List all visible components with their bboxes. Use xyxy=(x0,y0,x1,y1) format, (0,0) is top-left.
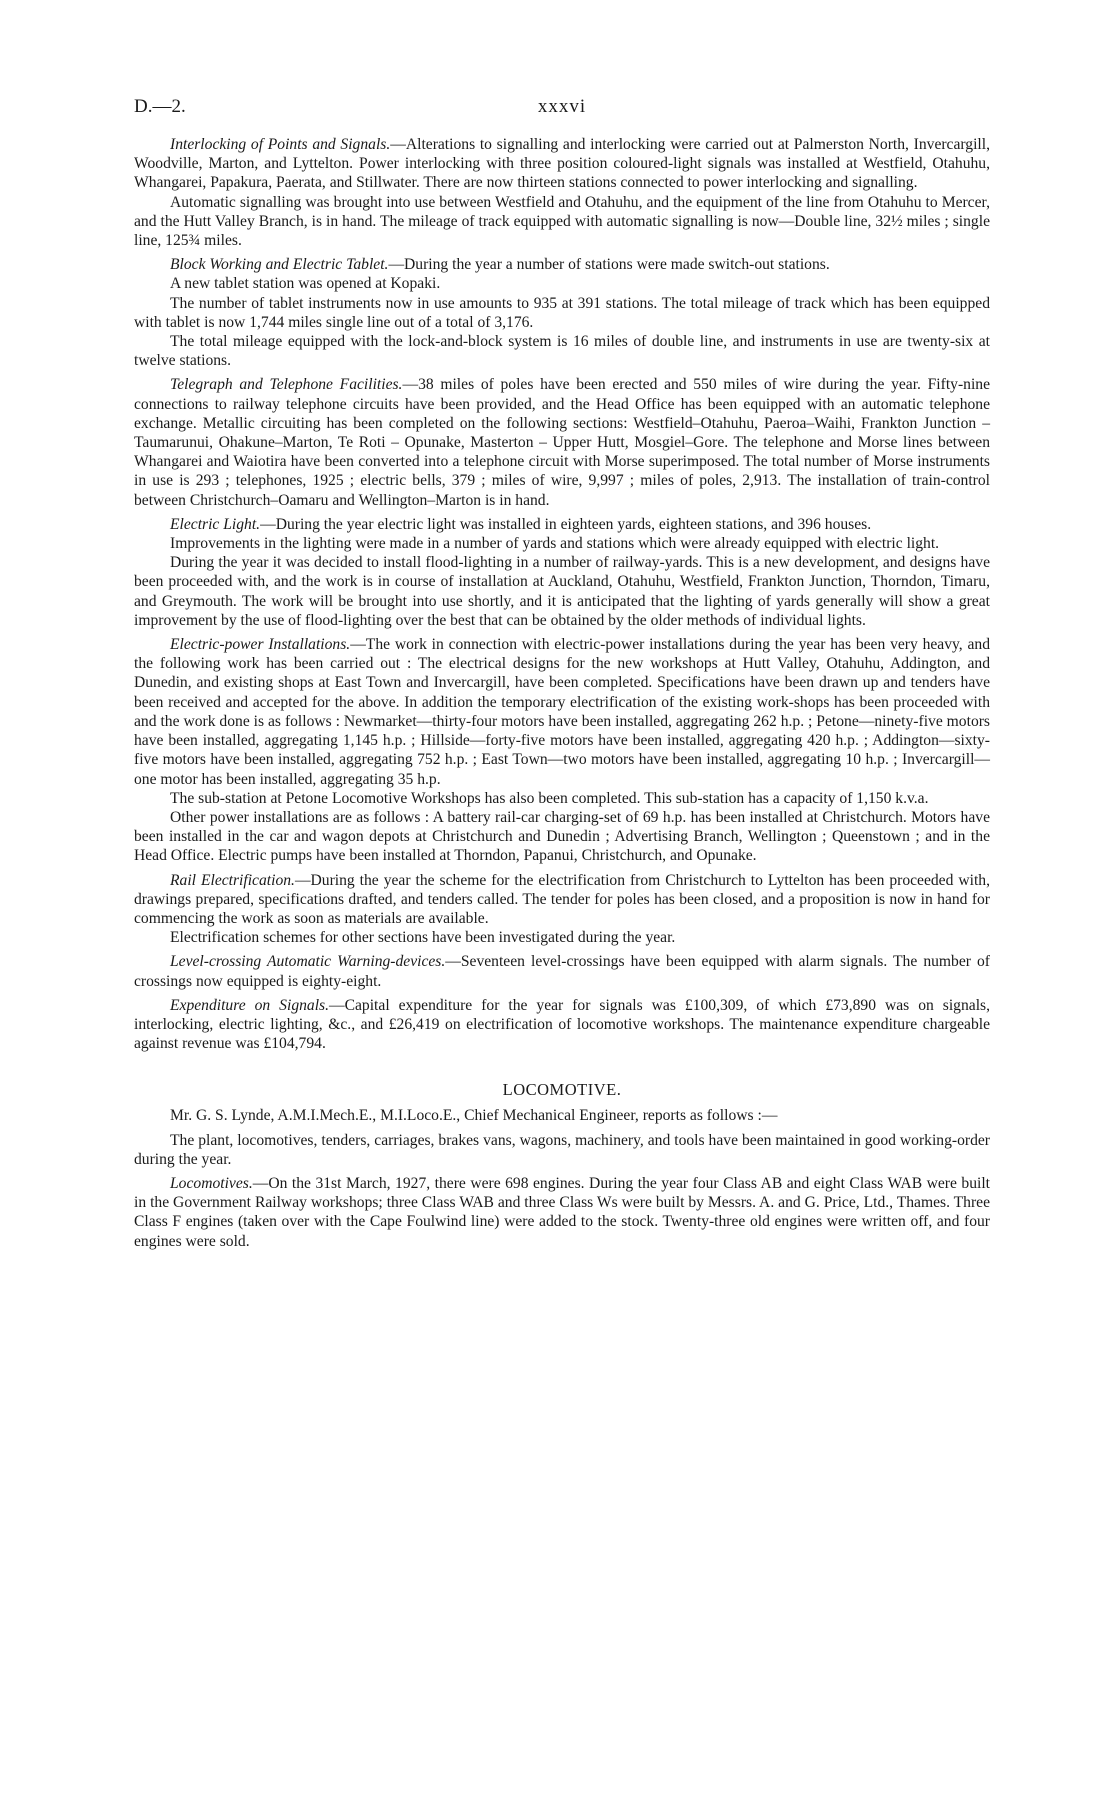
paragraph-text: A new tablet station was opened at Kopaki. xyxy=(170,275,441,293)
paragraph-telegraph-telephone xyxy=(134,375,990,509)
paragraph-text: Other power installations are as follows : A battery rail-car charging-set of 69 h.p. has been installed at Christchurch. Motors have been installed in the car and wagon depots at Christchurch and Dunedin ; Advertising Branch, Wellington ; Queenstown ; and in the Head Office. Electric pumps have been installed at Thorndon, Papanui, Christchurch, and Opunake. xyxy=(134,808,990,865)
page-header xyxy=(134,96,990,130)
paragraph-other-power xyxy=(134,808,990,866)
paragraph-text: Electrification schemes for other sections have been investigated during the year. xyxy=(170,929,676,947)
paragraph-lock-and-block xyxy=(134,332,990,370)
paragraph-expenditure xyxy=(134,996,990,1054)
paragraph-lighting-improvements xyxy=(134,534,990,553)
paragraph-text: —During the year electric light was installed in eighteen yards, eighteen stations, and 396 houses. xyxy=(260,515,872,533)
paragraph-level-crossing xyxy=(134,952,990,990)
paragraph-locomotives xyxy=(134,1174,990,1251)
locomotive-section-title: LOCOMOTIVE. xyxy=(502,1080,622,1100)
paragraph-heading: Electric Light. xyxy=(170,515,261,533)
paragraph-electrification-schemes xyxy=(134,928,990,947)
paragraph-automatic-signalling xyxy=(134,193,990,251)
paragraph-tablet-station xyxy=(134,274,990,293)
paragraph-interlocking xyxy=(134,135,990,193)
paragraph-text: The total mileage equipped with the lock-and-block system is 16 miles of double line, and instruments in use are twenty-six at twelve stations. xyxy=(134,333,990,370)
signals-section xyxy=(134,135,990,1053)
paragraph-heading: Electric-power Installations. xyxy=(170,636,351,654)
paragraph-heading: Locomotives. xyxy=(170,1174,253,1192)
paragraph-heading: Block Working and Electric Tablet. xyxy=(170,256,389,274)
paragraph-block-working xyxy=(134,255,990,274)
paragraph-tablet-instruments xyxy=(134,294,990,332)
paragraph-text: —Seventeen level-crossings have been equipped with alarm signals. The number of crossings now equipped is eighty-eight. xyxy=(134,953,990,990)
paragraph-text: During the year it was decided to install flood-lighting in a number of railway-yards. This is a new development, and designs have been proceeded with, and the work is in course of installation at Auckland, Otahuhu, Westfield, Frankton Junction, Thorndon, Timaru, and Greymouth. The work will be brought into use shortly, and it is anticipated that the lighting of yards generally will show a great improvement by the use of flood-lighting over the best that can be obtained by the older methods of individual lights. xyxy=(134,554,990,629)
paragraph-text: —During the year the scheme for the electrification from Christchurch to Lyttelton has been proceeded with, drawings prepared, specifications drafted, and tenders called. The tender for poles has been closed, and a proposition is now in hand for commencing the work as soon as materials are available. xyxy=(134,871,990,927)
paragraph-rail-electrification xyxy=(134,871,990,929)
paragraph-text: —The work in connection with electric-power installations during the year has been very heavy, and the following work has been carried out : The electrical designs for the new workshops at Hutt Valley, Otahuhu, Addington, and Dunedin, and existing shops at East Town and Invercargill, have been completed. Specifications have been drawn up and tenders have been received and accepted for the above. In addition the temporary electrification of the existing work-shops has been proceeded with and the work done is as follows : Newmarket—thirty-four motors have been installed, aggregating 262 h.p. ; Petone—ninety-five motors have been installed, aggregating 1,145 h.p. ; Hillside—forty-five motors have been installed, aggregating 420 h.p. ; Addington—sixty-five motors have been installed, aggregating 752 h.p. ; East Town—two motors have been installed, aggregating 10 h.p. ; Invercargill—one motor has been installed, aggregating 35 h.p. xyxy=(134,636,990,788)
paragraph-text: —During the year a number of stations were made switch-out stations. xyxy=(388,256,830,274)
paragraph-heading: Interlocking of Points and Signals. xyxy=(170,136,391,153)
paragraph-text: Improvements in the lighting were made in a number of yards and stations which were already equipped with electric light. xyxy=(170,535,940,553)
paragraph-text: —38 miles of poles have been erected and 550 miles of wire during the year. Fifty-nine connections to railway telephone circuits have been provided, and the Head Office has been equipped with an automatic telephone exchange. Metallic circuiting has been completed on the following sections: Westfield–Otahuhu, Paeroa–Waihi, Frankton Junction – Taumarunui, Ohakune–Marton, Te Roti – Opunake, Masterton – Upper Hutt, Mosgiel–Gore. The telephone and Morse lines between Whangarei and Waiotira have been converted into a telephone circuit with Morse superimposed. The total number of Morse instruments in use is 293 ; telephones, 1925 ; electric bells, 379 ; miles of wire, 9,997 ; miles of poles, 2,913. The installation of train-control between Christchurch–Oamaru and Wellington–Marton is in hand. xyxy=(134,376,991,509)
locomotive-section xyxy=(134,1106,990,1250)
paragraph-heading: Rail Electrification. xyxy=(170,871,295,889)
paragraph-text: The sub-station at Petone Locomotive Workshops has also been completed. This sub-station has a capacity of 1,150 k.v.a. xyxy=(170,789,929,807)
paragraph-plant: The plant, locomotives, tenders, carriages, brakes vans, wagons, machinery, and tools have been maintained in good working-order during the year. xyxy=(134,1131,990,1168)
paragraph-heading: Expenditure on Signals. xyxy=(170,996,330,1014)
paragraph-electric-light xyxy=(134,515,990,534)
paragraph-locomotive-intro: Mr. G. S. Lynde, A.M.I.Mech.E., M.I.Loco.E., Chief Mechanical Engineer, reports as follows :— xyxy=(170,1107,778,1125)
paragraph-text: —Alterations to signalling and interlocking were carried out at Palmerston North, Invercargill, Woodville, Marton, and Lyttelton. Power interlocking with three position coloured-light signals was installed at Westfield, Otahuhu, Whangarei, Papakura, Paerata, and Stillwater. There are now thirteen stations connected to power interlocking and signalling. xyxy=(134,136,990,192)
document-code: D.—2. xyxy=(134,96,186,117)
paragraph-sub-station xyxy=(134,789,990,808)
document-page xyxy=(134,96,990,1251)
page-number: xxxvi xyxy=(537,96,587,117)
paragraph-flood-lighting xyxy=(134,553,990,630)
paragraph-heading: Level-crossing Automatic Warning-devices. xyxy=(170,953,446,971)
paragraph-text: —Capital expenditure for the year for signals was £100,309, of which £73,890 was on signals, interlocking, electric lighting, &c., and £26,419 on electrification of locomotive workshops. The maintenance expenditure chargeable against revenue was £104,794. xyxy=(134,996,990,1053)
paragraph-text: The number of tablet instruments now in use amounts to 935 at 391 stations. The total mileage of track which has been equipped with tablet is now 1,744 miles single line out of a total of 3,176. xyxy=(134,294,990,331)
paragraph-text: —On the 31st March, 1927, there were 698 engines. During the year four Class AB and eight Class WAB were built in the Government Railway workshops; three Class WAB and three Class Ws were built by Messrs. A. and G. Price, Ltd., Thames. Three Class F engines (taken over with the Cape Foulwind line) were added to the stock. Twenty-three old engines were written off, and four engines were sold. xyxy=(134,1174,990,1250)
paragraph-electric-power xyxy=(134,635,990,789)
paragraph-heading: Telegraph and Telephone Facilities. xyxy=(170,376,403,394)
paragraph-text: Automatic signalling was brought into use between Westfield and Otahuhu, and the equipment of the line from Otahuhu to Mercer, and the Hutt Valley Branch, is in hand. The mileage of track equipped with automatic signalling is now—Double line, 32½ miles ; single line, 125¾ miles. xyxy=(134,193,990,250)
